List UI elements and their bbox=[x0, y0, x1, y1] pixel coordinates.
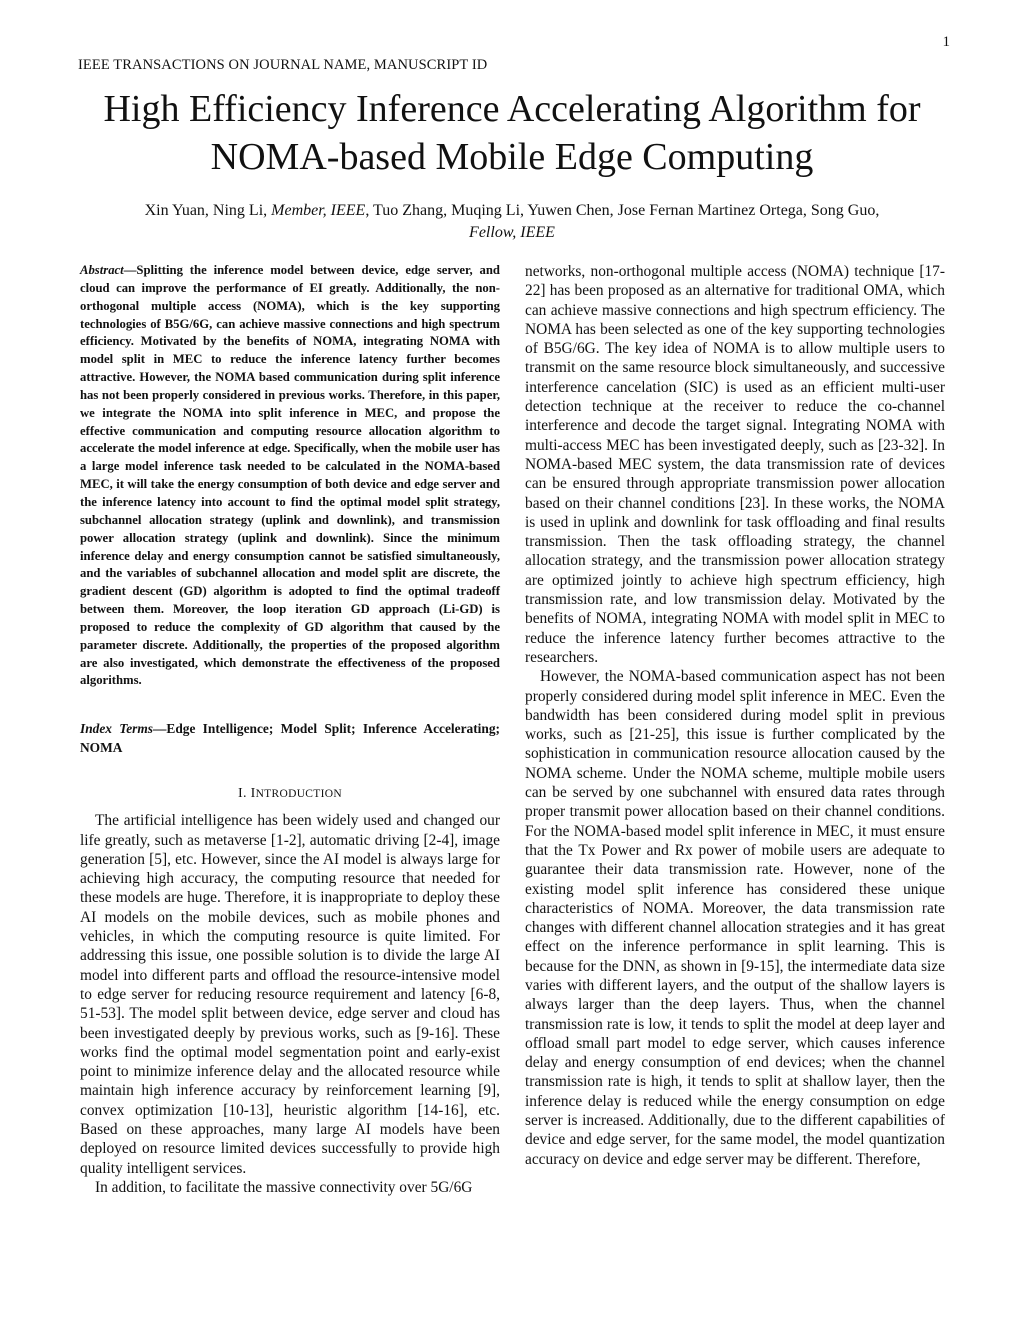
section-number: I. I bbox=[238, 786, 256, 802]
index-terms bbox=[80, 719, 500, 757]
section-heading bbox=[80, 786, 500, 802]
title-line-2: NOMA-based Mobile Edge Computing bbox=[210, 136, 814, 178]
abstract bbox=[80, 262, 500, 690]
author-list bbox=[70, 200, 954, 244]
index-terms-label: Index Terms bbox=[80, 721, 153, 737]
title-line-1: High Efficiency Inference Accelerating Algorithm for bbox=[103, 88, 921, 130]
left-column bbox=[80, 262, 500, 1197]
authors-fellow: Fellow, IEEE bbox=[469, 224, 555, 241]
abstract-label: Abstract bbox=[80, 263, 124, 277]
authors-member: Member, IEEE bbox=[271, 202, 366, 219]
right-column bbox=[525, 262, 945, 1169]
abstract-text: —Splitting the inference model between device, edge server, and cloud can improve the performance of EI greatly. Additionally, the non-orthogonal multiple access (NOMA), which is the key supporting technologies of B5G/6G, can achieve massive connections and high spectrum efficiency. Motivated by the benefits of NOMA, integrating NOMA with model split in MEC to reduce the inference latency further becomes attractive. However, the NOMA based communication during split inference has not been properly considered in previous works. Therefore, in this paper, we integrate the NOMA into split inference in MEC, and propose the effective communication and computing resource allocation algorithm to accelerate the model inference at edge. Specifically, when the mobile user has a large model inference task needed to be calculated in the NOMA-based MEC, it will take the energy consumption of both device and edge server and the inference latency into account to find the optimal model split strategy, subchannel allocation strategy (uplink and downlink), and transmission power allocation strategy (uplink and downlink). Since the minimum inference delay and energy consumption cannot be satisfied simultaneously, and the variables of subchannel allocation and model split are discrete, the gradient descent (GD) algorithm is adopted to find the optimal tradeoff between them. Moreover, the loop iteration GD approach (Li-GD) is proposed to reduce the complexity of GD algorithm that caused by the parameter discrete. Additionally, the properties of the proposed algorithm are also investigated, which demonstrate the effectiveness of the proposed algorithms. bbox=[80, 263, 500, 688]
index-terms-text: —Edge Intelligence; Model Split; Inference Accelerating; NOMA bbox=[80, 721, 500, 756]
page-number: 1 bbox=[942, 34, 950, 50]
section-title: NTRODUCTION bbox=[255, 788, 342, 801]
intro-paragraph-2-continued: networks, non-orthogonal multiple access (NOMA) technique [17-22] has been proposed as an alternative for traditional OMA, which can achieve massive connections and high spectrum efficiency. The NOMA has been selected as one of the key supporting technologies of B5G/6G. The key idea of NOMA is to allow multiple users to transmit on the same resource block simultaneously, and successive interference cancelation (SIC) is used as an efficient multi-user detection technique at the receiver to reduce the co-channel interference and decode the target signal. Integrating NOMA with multi-access MEC has been investigated deeply, such as [23-32]. In NOMA-based MEC system, the data transmission rate of devices can be ensured through appropriate transmission power allocation based on their channel conditions [23]. In these works, the NOMA is used in uplink and downlink for task offloading and final results transmission. Then the task offloading strategy, the channel allocation strategy, and the transmission power allocation strategy are optimized jointly to achieve high spectrum efficiency, high transmission rate, and low transmission delay. Motivated by the benefits of NOMA, integrating NOMA with model split in MEC to reduce the inference latency further becomes attractive to the researchers. bbox=[525, 263, 945, 666]
authors-prefix: Xin Yuan, Ning Li, bbox=[144, 202, 272, 219]
running-header: IEEE TRANSACTIONS ON JOURNAL NAME, MANUSCRIPT ID bbox=[78, 57, 488, 73]
intro-paragraph-2-start: In addition, to facilitate the massive connectivity over 5G/6G bbox=[95, 1178, 473, 1196]
intro-paragraph-3: However, the NOMA-based communication aspect has not been properly considered during model split inference in MEC. Even the bandwidth has been considered during model split in previous works, such as [21-25], this issue is further complicated by the sophistication in communication resource allocation caused by the NOMA scheme. Under the NOMA scheme, multiple mobile users can be served by one subchannel with ensured data rates through proper transmit power allocation based on their channel conditions. For the NOMA-based model split inference in MEC, it must ensure that the Tx Power and Rx power of mobile users are adequate to guarantee their data transmission rate. However, none of the existing model split inference has considered these unique characteristics of NOMA. Moreover, the data transmission rate changes with different channel allocation strategies and it has great effect on the inference performance in split learning. This is because for the DNN, as shown in [9-15], the intermediate data size varies with different layers, and the output of the shallow layers is always larger than the deep layers. Thus, when the channel transmission rate is low, it tends to split the model at deep layer and offload small part model to edge server, which causes inference delay and energy consumption of end devices; when the channel transmission rate is high, it tends to split at shallow layer, then the inference delay is reduced while the energy consumption on edge server is increased. Additionally, due to the different capabilities of device and edge server, for the same model, the model quantization accuracy on device and edge server may be different. Therefore, bbox=[525, 668, 945, 1168]
authors-rest: , Tuo Zhang, Muqing Li, Yuwen Chen, Jose Fernan Martinez Ortega, Song Guo, bbox=[365, 202, 880, 219]
paper-title bbox=[60, 85, 964, 181]
intro-paragraph-1: The artificial intelligence has been widely used and changed our life greatly, such as metaverse [1-2], automatic driving [2-4], image generation [5], etc. However, since the AI model is always large for achieving high accuracy, the computing resource that needed for these models are huge. Therefore, it is inappropriate to deploy these AI models on the mobile devices, such as mobile phones and vehicles, in which the computing resource is quite limited. For addressing this issue, one possible solution is to divide the large AI model into different parts and offload the resource-intensive model to edge server for reducing resource requirement and latency [6-8, 51-53]. The model split between device, edge server and cloud has been investigated deeply by previous works, such as [9-16]. These works find the optimal model segmentation point and early-exist point to minimize inference delay and the allocated resource while maintain high inference accuracy by reinforcement learning [9], convex optimization [10-13], heuristic algorithm [14-16], etc. Based on these approaches, many large AI models have been deployed on resource limited devices successfully to provide high quality intelligent services. bbox=[80, 812, 500, 1177]
